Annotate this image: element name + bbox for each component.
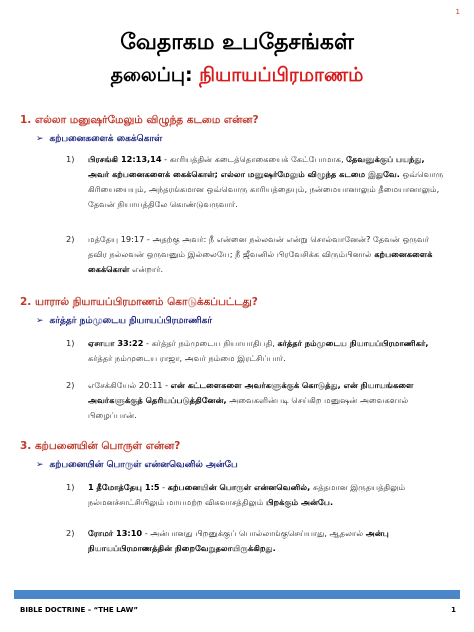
subheading-1	[36, 134, 162, 145]
item-number: 2)	[66, 380, 75, 390]
question-2: 2. யாரால் நியாயப்பிரமாணம் கொடுக்கப்பட்டது?	[20, 296, 258, 308]
item-number: 1)	[66, 338, 75, 348]
verse-text: ரோமர் 13:10 - அன்பானது பிறனுக்குப் பொல்லாங்குசெய்யாது, ஆதலால் அன்பு நியாயப்பிரமாணத்தின் நிறைவேறுதலாயிருக்கிறது.	[88, 528, 389, 553]
footer-title: BIBLE DOCTRINE – “THE LAW”	[20, 606, 138, 614]
arrow-icon: ➢	[36, 460, 44, 470]
subheading-3-text: கற்பனையின் பொருள் என்னவெனில் அன்பே	[49, 460, 238, 470]
subheading-1-text: கற்பனைகளைக் கைக்கொள்	[49, 134, 163, 144]
verse-text: மத்தேயு 19:17 - அதற்கு அவர்: நீ என்னை நல்லவன் என்று சொல்வானேன்? தேவன் ஒருவர் தவிர நல்லவன் ஒருவனும் இல்லையே; நீ ஜீவனில் பிரவேசிக்க விரும்பினால் கற்பனைகளைக் கைக்கொள் என்றார்.	[88, 234, 433, 274]
item-number: 1)	[66, 482, 75, 492]
item-number: 2)	[66, 528, 75, 538]
verse-item	[66, 336, 448, 366]
verse-text: பிரசங்கி 12:13,14 - காரியத்தின் கடைத்தொகையைக் கேட்போமாக, தேவனுக்குப் பயந்து, அவர் கற்பனைகளைக் கைக்கொள்; எல்லா மனுஷர்மேலும் விழுந்த கடமை இதுவே. ஒவ்வொரு கிரியையையும், அந்தரங்கமான ஒவ்வொரு காரியத்தையும், நன்மையானாலும் தீமையானாலும், தேவன் நியாயத்திலே கொண்டுவருவார்.	[88, 154, 444, 209]
subheading-2	[36, 316, 212, 327]
footer-page-number: 1	[451, 606, 456, 614]
verse-item	[66, 152, 448, 212]
verse-text: 1 தீமோத்தேயு 1:5 - கற்பனையின் பொருள் என்னவெனில், சுத்தமான இருதயத்திலும் நல்மனச்சாட்சியிலும் மாயமற்ற விசுவாசத்திலும் பிறக்கும் அன்பே.	[88, 482, 406, 507]
item-number: 1)	[66, 154, 75, 164]
top-page-number: 1	[455, 8, 460, 16]
subtitle-prefix: தலைப்பு:	[110, 64, 200, 86]
verse-item	[66, 526, 448, 556]
item-number: 2)	[66, 234, 75, 244]
verse-text: எசேக்கியேல் 20:11 - என் கட்டளைகளை அவர்களுக்குக் கொடுத்து, என் நியாயங்களை அவர்களுக்குத் தெரியப்படுத்தினேன், அவைகளின்படி செய்கிற மனுஷன் அவைகளால் பிழைப்பான்.	[88, 380, 414, 420]
verse-item	[66, 480, 448, 510]
subheading-3	[36, 460, 238, 471]
arrow-icon: ➢	[36, 316, 44, 326]
verse-item	[66, 378, 448, 423]
page-title: வேதாகம உபதேசங்கள்	[120, 30, 354, 55]
verse-text: ஏசாயா 33:22 - கர்த்தர் நம்முடைய நியாயாதிபதி, கர்த்தர் நம்முடைய நியாயப்பிரமாணிகர், கர்த்தர் நம்முடைய ராஜா, அவர் நம்மை இரட்சிப்பார்.	[88, 338, 429, 363]
question-1: 1. எல்லா மனுஷர்மேலும் விழுந்த கடமை என்ன?	[20, 114, 259, 126]
verse-item	[66, 232, 448, 277]
subheading-2-text: கர்த்தர் நம்முடைய நியாயப்பிரமாணிகர்	[49, 316, 213, 326]
page-subtitle	[0, 64, 474, 89]
subtitle-topic: நியாயப்பிரமாணம்	[199, 64, 364, 86]
question-3: 3. கற்பனையின் பொருள் என்ன?	[20, 440, 181, 452]
arrow-icon: ➢	[36, 134, 44, 144]
footer-bar	[14, 590, 460, 599]
